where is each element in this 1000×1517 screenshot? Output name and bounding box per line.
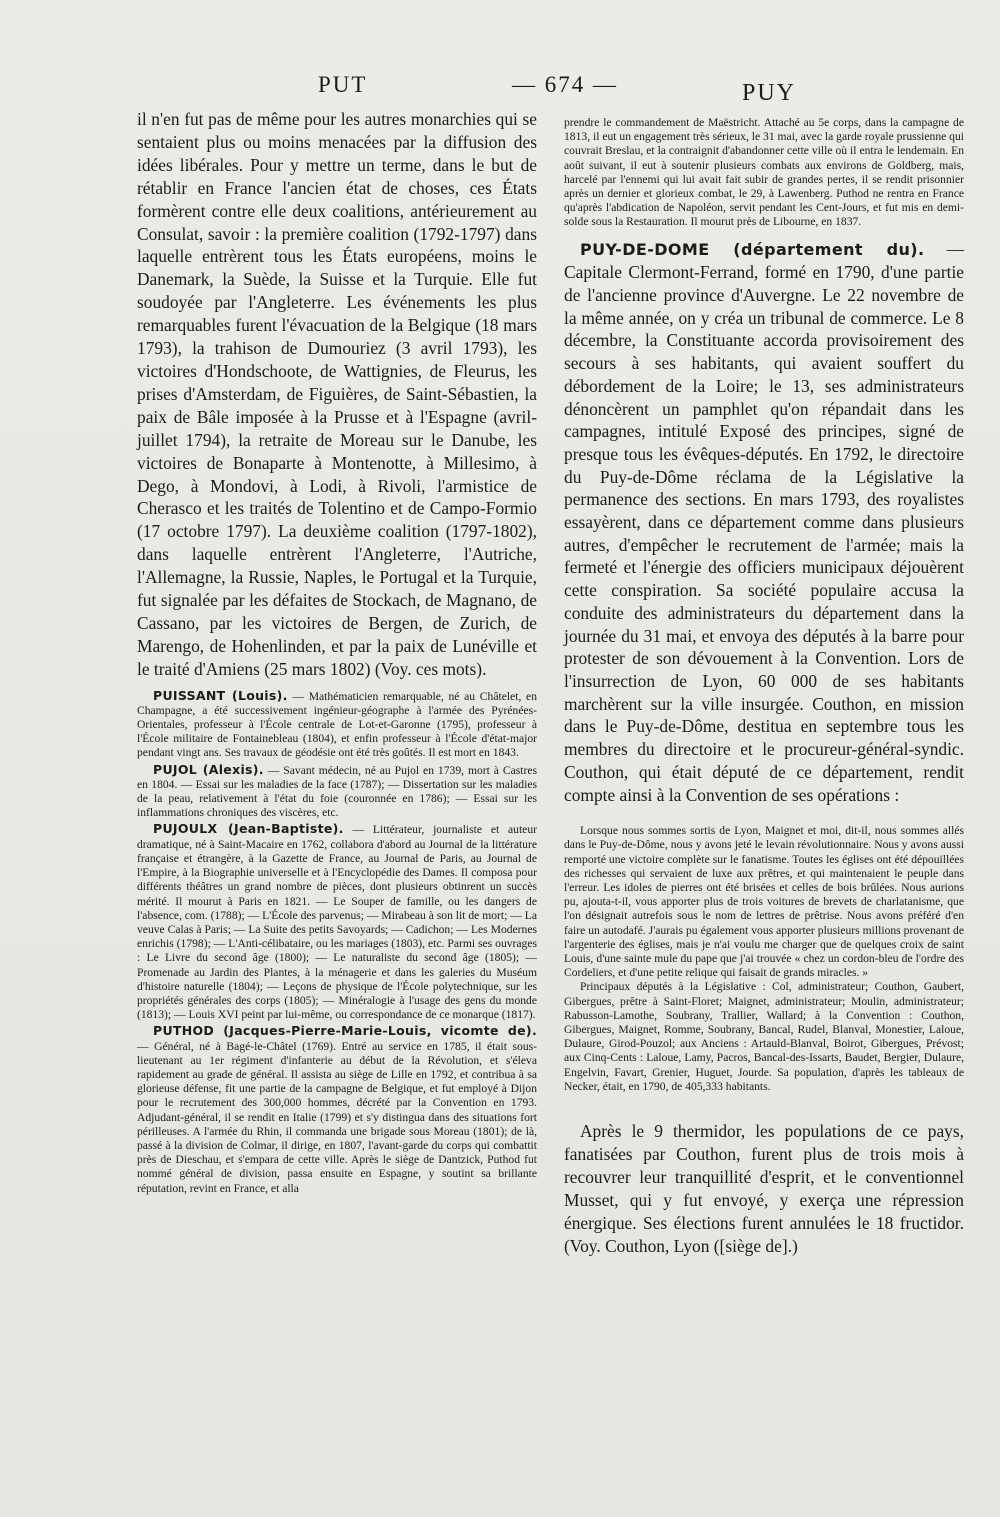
entry-pujoulx [137,822,537,1022]
entry-heading: PUTHOD (Jacques-Pierre-Marie-Louis, vicomte de). [153,1023,537,1039]
couthon-quote: Lorsque nous sommes sortis de Lyon, Maignet et moi, dit-il, nous sommes allés dans le Puy-de-Dôme, nous y avons jeté le levain révolutionnaire. Nous y avons aussi remporté une victoire complète sur le fanatisme. Toutes les églises ont été dépouillées des richesses qui servaient de luxe aux prêtres, et qui maintenaient le peuple dans l'erreur. Les idoles de pierres ont été brisées et celles de bois brûlées. Nous aurions pu, ajouta-t-il, vous apporter plus de trois voitures de brevets de charlatanisme, que l'on désignait autrefois sous le nom de lettres de prêtrise. Nous avons préféré d'en faire un autodafé. J'aurais pu également vous apporter plusieurs millions provenant de l'argenterie des églises, mais je n'ai voulu me charger que de quelques croix de saint Louis, d'une sainte mule du pape que j'ai trouvée « chez un cordon-bleu de l'ordre des Cordeliers, et d'une petite relique qui faisait de grands miracles. » [564,824,964,980]
running-head-right: PUY [742,80,797,106]
right-column [564,116,964,1258]
entry-heading: PUISSANT (Louis). [153,687,288,703]
entry-puthod [137,1024,537,1195]
entry-body: — Littérateur, journaliste et auteur dramatique, né à Saint-Macaire en 1762, collabora d'abord au Journal de la littérature française et étrangère, à la Gazette de France, au Journal de Paris, au Journal de l'Empire, à la Biographie universelle et à l'Encyclopédie des Dames. Il composa pour différents théâtres un grand nombre de pièces, dont plusieurs obtinrent un succès mérité. Il mourut à Paris en 1821. — Le Souper de famille, ou les dangers de l'absence, com. (1788); — L'École des parvenus; — Mirabeau à son lit de mort; — La veuve Calas à Paris; — La Suite des petits Savoyards; — Cadichon; — Les Modernes enrichis (1798); — L'Anti-célibataire, ou les mariages (1803), etc. Parmi ses ouvrages : Le Livre du second âge (1800); — Le naturaliste du second âge (1805); — Promenade au Jardin des Plantes, à la ménagerie et dans les galeries du Muséum d'histoire naturelle (1804); — Leçons de physique de l'École polytechnique, sur les propriétés générales des corps (1805); — Minéralogie à l'usage des gens du monde (1813); — Louis XVI peint par lui-même, ou correspondance de ce monarque (1817). [137,823,537,1022]
closing-paragraph: Après le 9 thermidor, les populations de ce pays, fanatisées par Couthon, furent plus de trois mois à recouvrer leur tranquillité d'esprit, et le conventionnel Musset, qui y fut envoyé, y exerça une répression énergique. Ses élections furent annulées le 18 fructidor. (Voy. Couthon, Lyon ([siège de].) [564,1121,964,1256]
left-column [137,108,537,1196]
page-number: — 674 — [512,72,618,97]
coalition-paragraph: il n'en fut pas de même pour les autres monarchies qui se sentaient plus ou moins menacées par la diffusion des idées libérales. Pour y mettre un terme, dans le but de rétablir en France l'ancien état de choses, ces États formèrent contre elle deux coalitions, antérieurement au Consulat, savoir : la première coalition (1792-1797) dans laquelle entrèrent tous les États européens, moins le Danemark, la Suède, la Suisse et la Turquie. Elle fut soudoyée par l'Angleterre. Les événements les plus remarquables furent l'évacuation de la Belgique (18 mars 1793), la trahison de Dumouriez (3 avril 1793), les victoires d'Hondschoote, de Wattignies, de Fleurus, les prises d'Amsterdam, de Figuières, de Saint-Sébastien, la paix de Bâle imposée à la Prusse et à l'Espagne (avril-juillet 1794), la retraite de Moreau sur le Danube, les victoires de Bonaparte à Montenotte, à Millesimo, à Dego, à Mondovi, à Lodi, à Rivoli, l'armistice de Cherasco et les traités de Tolentino et de Campo-Formio (17 octobre 1797). La deuxième coalition (1797-1802), dans laquelle entrèrent l'Angleterre, l'Autriche, l'Allemagne, la Russie, Naples, le Portugal et la Turquie, fut signalée par les défaites de Stockach, de Magnano, de Cassano, par les victoires de Bergen, de Zurich, de Marengo, de Hohenlinden, et par la paix de Lunéville et le traité d'Amiens (25 mars 1802) (Voy. ces mots). [137,109,537,679]
entry-body: — Général, né à Bagé-le-Châtel (1769). Entré au service en 1785, il était sous-lieutenant au 1er régiment d'infanterie au début de la Révolution, et s'éleva rapidement au grade de général. Il assista au siège de Lille en 1792, et contribua à sa glorieuse défense, fit une partie de la campagne de Belgique, et fut employé à Dijon pour le recrutement des 300,000 hommes, décrété par la Convention en 1793. Adjudant-général, il se rendit en Italie (1799) et s'y distingua dans des situations fort périlleuses. A l'armée du Rhin, il commanda une brigade sous Moreau (1801); de là, passé à la division de Colmar, il dirige, en 1807, l'avant-garde du corps qui combattit près de Dieschau, et s'empara de cette ville. Après le siège de Dantzick, Puthod fut nommé général de division, passa ensuite en Espagne, y soutint sa brillante réputation, revint en France, et alla [137,1039,537,1195]
entry-body: — Savant médecin, né au Pujol en 1739, mort à Castres en 1804. — Essai sur les maladies de la face (1787); — Dissertation sur les maladies de la peau, relativement à l'état du foie (couronnée en 1786); — Essai sur les inflammations chroniques des viscères, etc. [137,763,537,820]
deputies-list: Principaux députés à la Législative : Col, administrateur; Couthon, Gaubert, Gibergues, prêtre à Saint-Floret; Maignet, administrateur; Moulin, administrateur; Rabusson-Lamothe, Soubrany, Trallier, Wallard; à la Convention : Couthon, Gibergues, Maignet, Romme, Soubrany, Bancal, Rudel, Blanval, Monestier, Laloue, Dulaure, Girod-Pouzol; aux Anciens : Artauld-Blanval, Boirot, Gibergues, Prévost; aux Cinq-Cents : Laloue, Lamy, Pacros, Bancal-des-Issarts, Baudet, Bergier, Dulaure, Engelvin, Favart, Grenier, Huguet, Jourde. Sa population, d'après les tableaux de Necker, était, en 1790, de 405,333 habitants. [564,980,964,1093]
entry-puissant [137,689,537,761]
entry-body: — Mathématicien remarquable, né au Châtelet, en Champagne, a été successivement ingénieur-géographe à l'armée des Pyrénées-Orientales, professeur à l'École centrale de Lot-et-Garonne (1795), professeur à l'École militaire de Fontainebleau (1804), et enfin professeur à l'École d'état-major pendant vingt ans. Ses travaux de géodésie ont été très goûtés. Il est mort en 1843. [137,689,537,760]
entry-body: — Capitale Clermont-Ferrand, formé en 1790, d'une partie de l'ancienne province d'Auvergne. Le 22 novembre de la même année, on y créa un tribunal de commerce. Le 8 décembre, la Constituante accorda provisoirement des secours à ses habitants, qui avaient souffert du débordement de la Loire; le 13, ses administrateurs dénoncèrent un pamphlet qu'on répandait dans les campagnes, intitulé Exposé des principes, signé de presque tous les évêques-députés. En 1792, le directoire du Puy-de-Dôme réclama de la Législative la permanence des sections. En mars 1793, des royalistes essayèrent, dans ce département comme dans plusieurs autres, d'empêcher le recrutement de l'armée; mais la fermeté et l'énergie des officiers municipaux déjouèrent cette conspiration. Sa société populaire accusa la conduite des administrateurs du département dans la journée du 31 mai, et envoya des députés à la barre pour protester de son dévouement à la Convention. Lors de l'insurrection de Lyon, 60 000 de ses habitants marchèrent sur la ville insurgée. Couthon, en mission dans le Puy-de-Dôme, destitua en septembre tous les membres du directoire et le procureur-général-syndic. Couthon, qui était député de ce département, rendit compte ainsi à la Convention de ses opérations : [564,238,964,805]
entry-heading: PUJOULX (Jean-Baptiste). [153,821,344,837]
running-head-left: PUT [318,72,368,97]
entry-pujol [137,763,537,821]
puthod-continuation: prendre le commandement de Maëstricht. Attaché au 5e corps, dans la campagne de 1813, il eut un engagement très sérieux, le 31 mai, avec la garde royale prussienne qui couvrait Breslau, et la contraignit d'abandonner cette ville où il entra le lendemain. En août suivant, il eut à soutenir plusieurs combats aux environs de Goldberg, mais, harcelé par l'ennemi qui lui avait fait subir de grandes pertes, il se rendit prisonnier après un dernier et glorieux combat, le 29, à Lawenberg. Puthod ne rentra en France qu'après l'abdication de Napoléon, servit pendant les Cent-Jours, et fut mis en demi-solde sous la Restauration. Il mourut près de Libourne, en 1837. [564,116,964,229]
entry-heading: PUY-DE-DOME (département du). [580,239,925,259]
entry-puy-de-dome [564,238,964,807]
entry-heading: PUJOL (Alexis). [153,761,264,777]
